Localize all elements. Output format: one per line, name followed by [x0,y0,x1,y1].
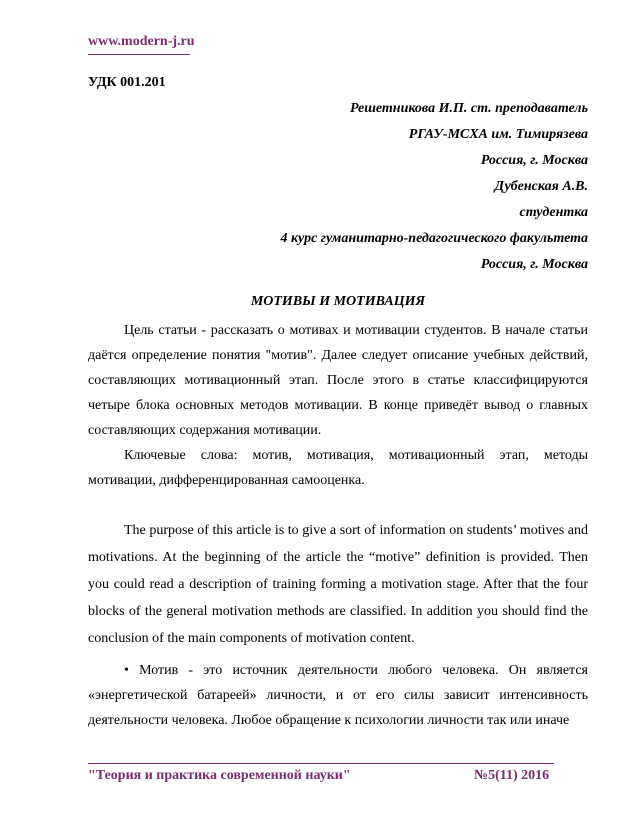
author-line: 4 курс гуманитарно-педагогического факультета [280,231,588,246]
author-line: Россия, г. Москва [480,153,588,168]
author-line: студентка [519,205,588,220]
author-line: Дубенская А.В. [494,179,588,194]
footer-divider [88,763,554,764]
keywords-ru: Ключевые слова: мотив, мотивация, мотивационный этап, методы мотивации, дифференцированная самооценка. [88,448,588,488]
issue-number: №5(11) 2016 [474,768,550,783]
abstract-en: The purpose of this article is to give a sort of information on students’ motives and motivations. At the beginning of the article the “motive” definition is provided. Then you could read a description of training forming a motivation stage. After that the four blocks of the general motivation methods are classified. In addition you should find the conclusion of the main components of motivation content. [88,523,588,646]
udk-code: УДК 001.201 [88,75,166,90]
abstract-ru: Цель статьи - рассказать о мотивах и мотивации студентов. В начале статьи даётся определение понятия "мотив". Далее следует описание учебных действий, составляющих мотивационный этап. После этого в статье классифицируются четыре блока основных методов мотивации. В конце приведёт вывод о главных составляющих содержания мотивации. [88,323,588,438]
journal-name: "Теория и практика современной науки" [88,768,351,783]
author-line: Решетникова И.П. ст. преподаватель [349,101,588,116]
body-paragraph: • Мотив - это источник деятельности любого человека. Он является «энергетической батареей» личности, и от его силы зависит интенсивность деятельности человека. Любое обращение к психологии личности так или иначе [88,663,588,728]
article-title: МОТИВЫ И МОТИВАЦИЯ [250,294,426,309]
author-line: Россия, г. Москва [480,257,588,272]
site-url[interactable]: www.modern-j.ru [88,34,195,49]
header-divider [88,54,190,55]
author-block [88,96,588,278]
author-line: РГАУ-МСХА им. Тимирязева [408,127,588,142]
